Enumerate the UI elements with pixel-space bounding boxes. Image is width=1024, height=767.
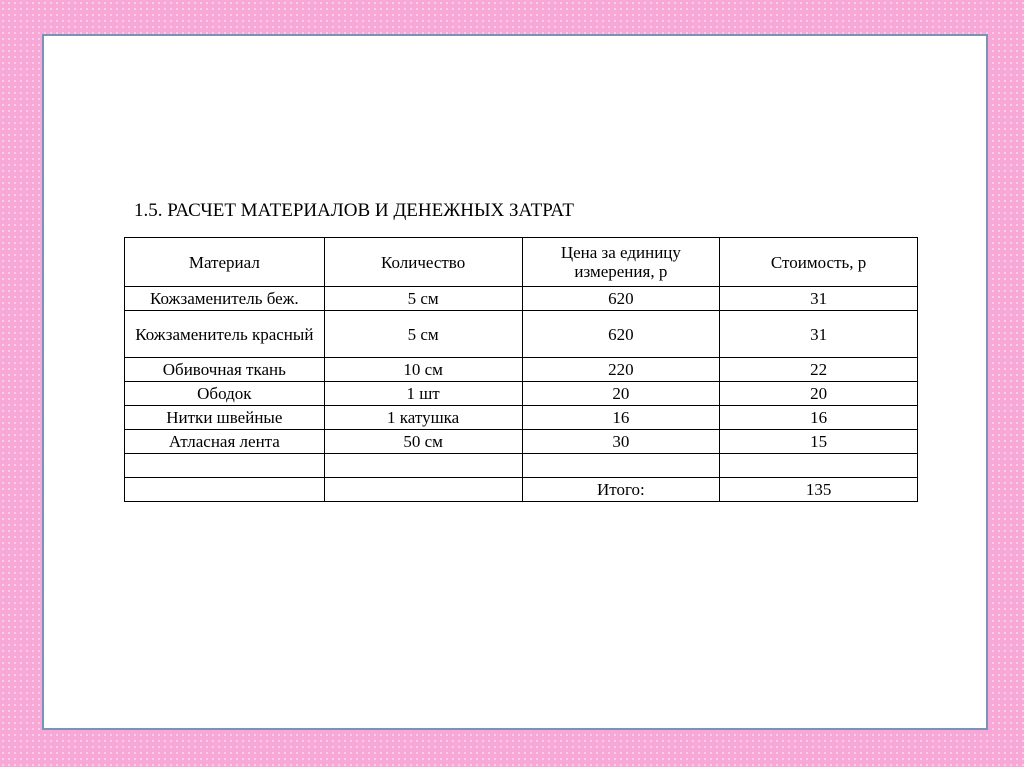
cell-quantity: 1 шт [324, 382, 522, 406]
table-row-total [125, 478, 918, 502]
total-label: Итого: [522, 478, 720, 502]
cell-cost: 16 [720, 406, 918, 430]
table-row [125, 311, 918, 358]
cell-quantity: 1 катушка [324, 406, 522, 430]
cell-unit-price [522, 454, 720, 478]
cell-material: Нитки швейные [125, 406, 325, 430]
cell-quantity: 5 см [324, 287, 522, 311]
header-quantity: Количество [324, 238, 522, 287]
cell-material: Кожзаменитель беж. [125, 287, 325, 311]
table-row-empty [125, 454, 918, 478]
table-header-row [125, 238, 918, 287]
cell-cost: 31 [720, 287, 918, 311]
table-row [125, 430, 918, 454]
cell-unit-price: 30 [522, 430, 720, 454]
table-row [125, 406, 918, 430]
cell-cost: 31 [720, 311, 918, 358]
cell-material [125, 478, 325, 502]
cell-unit-price: 20 [522, 382, 720, 406]
cell-unit-price: 620 [522, 287, 720, 311]
cell-unit-price: 620 [522, 311, 720, 358]
cell-material [125, 454, 325, 478]
cell-cost [720, 454, 918, 478]
cell-cost: 20 [720, 382, 918, 406]
header-unit-price: Цена за единицу измерения, р [522, 238, 720, 287]
document-page [42, 34, 988, 730]
cell-quantity [324, 478, 522, 502]
table-row [125, 287, 918, 311]
cell-quantity: 50 см [324, 430, 522, 454]
cell-quantity: 5 см [324, 311, 522, 358]
cell-material: Атласная лента [125, 430, 325, 454]
cell-material: Ободок [125, 382, 325, 406]
cell-unit-price: 16 [522, 406, 720, 430]
cell-quantity: 10 см [324, 358, 522, 382]
cell-cost: 15 [720, 430, 918, 454]
section-title: 1.5. РАСЧЕТ МАТЕРИАЛОВ И ДЕНЕЖНЫХ ЗАТРАТ [134, 200, 574, 221]
total-value: 135 [720, 478, 918, 502]
header-cost: Стоимость, р [720, 238, 918, 287]
cell-material: Кожзаменитель красный [125, 311, 325, 358]
cell-unit-price: 220 [522, 358, 720, 382]
materials-cost-table [124, 237, 918, 502]
table-row [125, 382, 918, 406]
table-row [125, 358, 918, 382]
header-material: Материал [125, 238, 325, 287]
cell-material: Обивочная ткань [125, 358, 325, 382]
cell-quantity [324, 454, 522, 478]
cell-cost: 22 [720, 358, 918, 382]
